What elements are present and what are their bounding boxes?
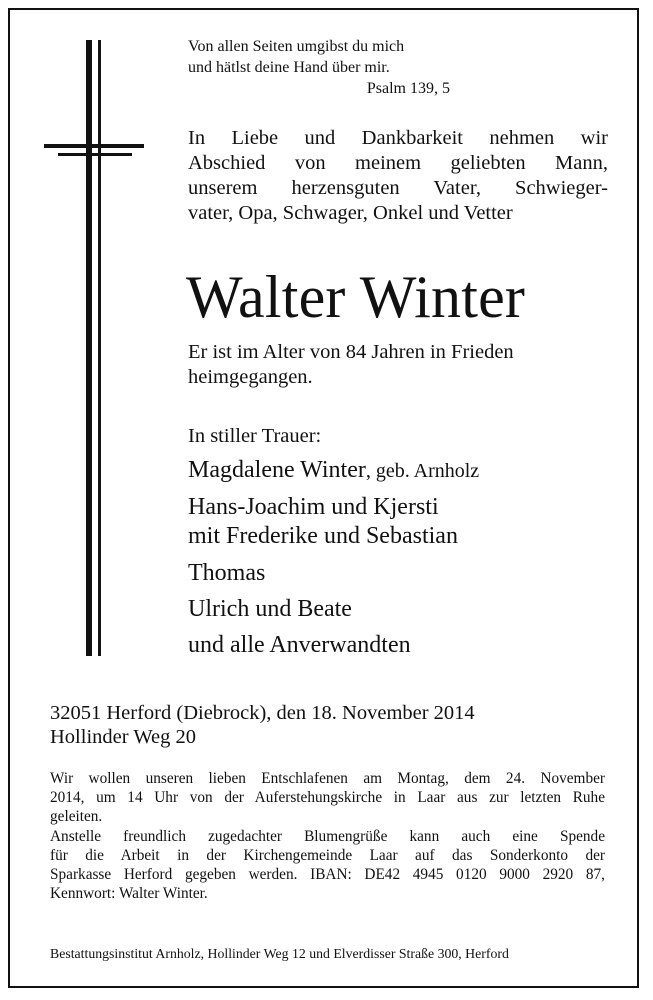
psalm-quote: [188, 36, 450, 99]
intro-text: [188, 126, 608, 226]
age-statement: [188, 340, 514, 390]
age-line-1: Er ist im Alter von 84 Jahren in Frieden: [188, 341, 514, 363]
donation-line: Sparkasse Herford gegeben werden. IBAN: DE42 4945 0120 9000 2920 87,: [50, 866, 605, 883]
psalm-reference: Psalm 139, 5: [366, 80, 450, 97]
cross-icon: [44, 40, 144, 660]
mourners-label: In stiller Trauer:: [188, 425, 322, 447]
mourner-line: und alle Anverwandten: [188, 632, 411, 658]
spouse-maiden-name: , geb. Arnholz: [365, 460, 480, 482]
intro-line: In Liebe und Dankbarkeit nehmen wir: [188, 127, 608, 149]
age-line-2: heimgegangen.: [188, 366, 313, 388]
place-date: [50, 701, 475, 749]
donation-line: für die Arbeit in der Kirchengemeinde Laar auf das Sonderkonto der: [50, 847, 605, 864]
donation-line: Kennwort: Walter Winter.: [50, 885, 208, 902]
place-date-line-1: 32051 Herford (Diebrock), den 18. November 2014: [50, 702, 475, 724]
funeral-line: geleiten.: [50, 808, 103, 825]
psalm-line-1: Von allen Seiten umgibst du mich: [188, 38, 405, 55]
place-date-line-2: Hollinder Weg 20: [50, 726, 197, 748]
funeral-notice: [50, 769, 605, 826]
psalm-line-2: und hätlst deine Hand über mir.: [188, 59, 390, 76]
mourner-line: Ulrich und Beate: [188, 596, 352, 622]
deceased-name: Walter Winter: [186, 264, 526, 330]
intro-line: unserem herzensguten Vater, Schwieger-: [188, 177, 608, 199]
mourner-line: Hans-Joachim und Kjersti: [188, 494, 439, 520]
intro-line: Abschied von meinem geliebten Mann,: [188, 152, 608, 174]
funeral-line: Wir wollen unseren lieben Entschlafenen am Montag, dem 24. November: [50, 770, 605, 787]
mourner-line: mit Frederike und Sebastian: [188, 523, 458, 549]
donation-notice: [50, 827, 605, 903]
mourner-spouse: [188, 456, 479, 485]
intro-line: vater, Opa, Schwager, Onkel und Vetter: [188, 202, 513, 224]
mourner-line: Thomas: [188, 560, 266, 586]
funeral-line: 2014, um 14 Uhr von der Auferstehungskirche in Laar aus zur letzten Ruhe: [50, 789, 605, 806]
spouse-name: Magdalene Winter: [188, 457, 366, 483]
funeral-home-footer: Bestattungsinstitut Arnholz, Hollinder Weg 12 und Elverdisser Straße 300, Herford: [50, 946, 509, 961]
donation-line: Anstelle freundlich zugedachter Blumengrüße kann auch eine Spende: [50, 828, 605, 845]
